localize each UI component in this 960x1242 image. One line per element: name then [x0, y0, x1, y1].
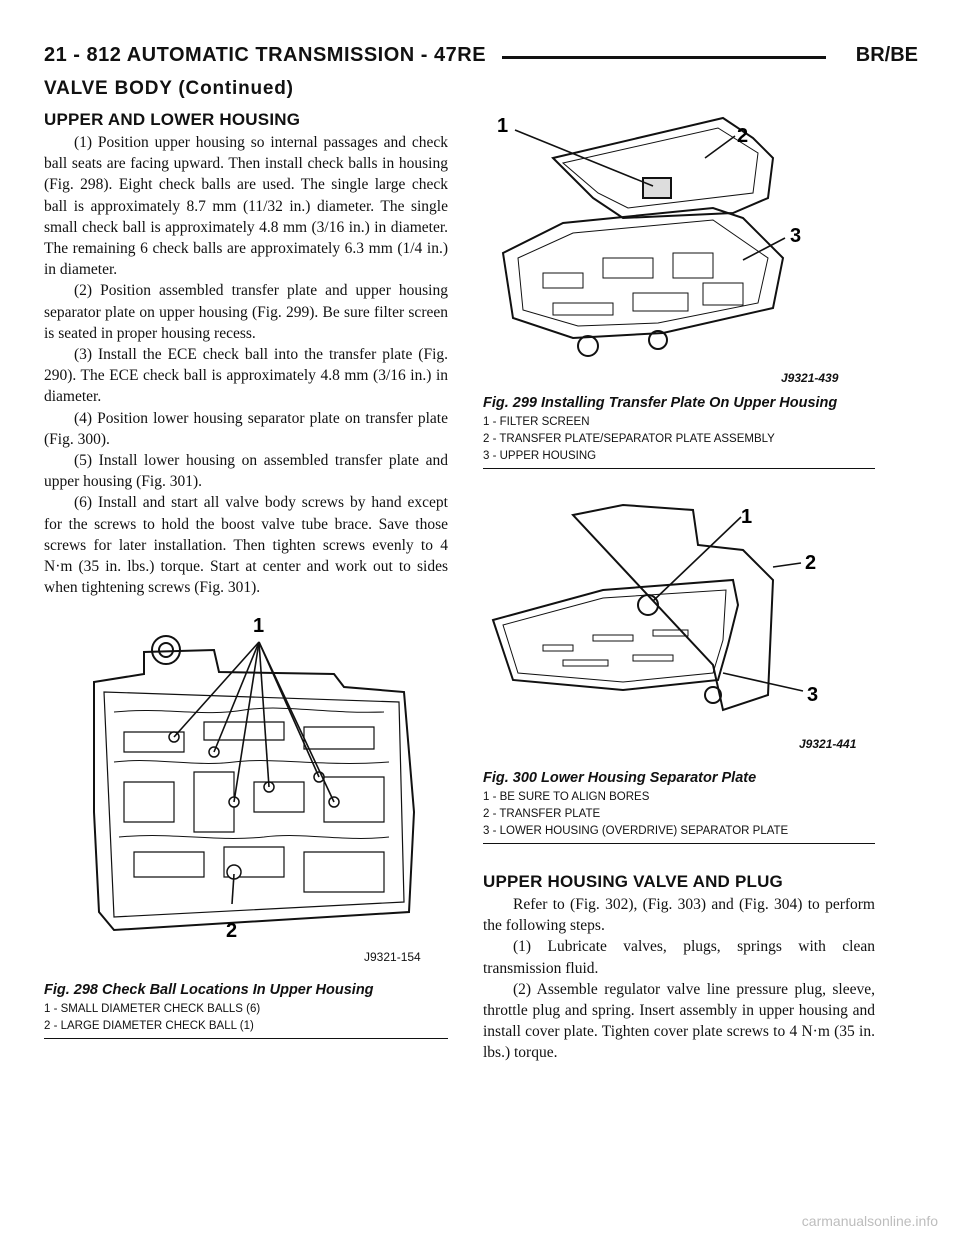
fig299-callout-2: 2: [737, 125, 749, 147]
fig299-code: J9321-439: [781, 371, 839, 385]
fig299-callout-1: 1: [497, 115, 509, 137]
heading-upper-lower-housing: UPPER AND LOWER HOUSING: [44, 110, 301, 129]
figure-300: [483, 495, 875, 844]
fig300-callout-3: 3: [807, 684, 819, 706]
fig298-code: J9321-154: [364, 950, 421, 964]
fig300-item-1: 1 - BE SURE TO ALIGN BORES: [483, 791, 650, 803]
fig298-item-2: 2 - LARGE DIAMETER CHECK BALL (1): [44, 1020, 254, 1032]
fig300-item-3: 3 - LOWER HOUSING (OVERDRIVE) SEPARATOR PLATE: [483, 825, 789, 837]
paragraph: (1) Lubricate valves, plugs, springs with clean transmission fluid.: [483, 938, 875, 977]
watermark: carmanualsonline.info: [801, 1213, 938, 1229]
fig299-item-2: 2 - TRANSFER PLATE/SEPARATOR PLATE ASSEMBLY: [483, 433, 775, 445]
fig300-callout-2: 2: [805, 552, 817, 574]
paragraph: (2) Assemble regulator valve line pressure plug, sleeve, throttle plug and spring. Insert assembly in upper housing and install cover plate. Tighten cover plate screws to 4 N·m (35 in. lbs.) torque.: [483, 980, 875, 1062]
fig298-title: Fig. 298 Check Ball Locations In Upper Housing: [44, 982, 374, 998]
paragraph: Refer to (Fig. 302), (Fig. 303) and (Fig. 304) to perform the following steps.: [483, 896, 875, 935]
figure-299: [483, 108, 875, 469]
fig300-illustration: [483, 495, 875, 745]
section-continued-title: VALVE BODY (Continued): [44, 78, 294, 99]
paragraph: (5) Install lower housing on assembled transfer plate and upper housing (Fig. 301).: [44, 452, 448, 491]
header-model: BR/BE: [855, 44, 918, 66]
fig300-title: Fig. 300 Lower Housing Separator Plate: [483, 770, 757, 786]
fig298-callout-1: 1: [253, 615, 265, 637]
fig300-code: J9321-441: [799, 737, 857, 751]
paragraph: (6) Install and start all valve body screws by hand except for the screws to hold the boost valve tube brace. Save those screws for later installation. Then tighten screws evenly to 4 N·m (35 in. lbs.) torque. Start at center and work out to sides when tightening screws (Fig. 301).: [44, 494, 448, 597]
right-column: [483, 872, 875, 1064]
fig300-item-2: 2 - TRANSFER PLATE: [483, 808, 601, 820]
fig299-item-1: 1 - FILTER SCREEN: [483, 416, 590, 428]
fig299-item-3: 3 - UPPER HOUSING: [483, 450, 597, 462]
figure-298: [44, 612, 448, 1039]
paragraph: (3) Install the ECE check ball into the transfer plate (Fig. 290). The ECE check ball is approximately 4.8 mm (3/16 in.) in diameter.: [44, 346, 448, 406]
fig300-callout-1: 1: [741, 506, 753, 528]
page-header: [44, 44, 918, 76]
fig298-callout-2: 2: [226, 920, 238, 942]
fig298-item-1: 1 - SMALL DIAMETER CHECK BALLS (6): [44, 1003, 261, 1015]
left-column: [44, 110, 448, 598]
fig300-rule: [483, 843, 875, 844]
heading-upper-housing-valve-plug: UPPER HOUSING VALVE AND PLUG: [483, 872, 783, 891]
fig298-rule: [44, 1038, 448, 1039]
header-rule: [502, 56, 826, 59]
fig298-illustration: [44, 612, 448, 967]
fig299-callout-3: 3: [790, 225, 802, 247]
paragraph: (4) Position lower housing separator plate on transfer plate (Fig. 300).: [44, 409, 448, 448]
fig299-rule: [483, 468, 875, 469]
paragraph: (2) Position assembled transfer plate and upper housing separator plate on upper housing (Fig. 299). Be sure filter screen is seated in proper housing recess.: [44, 282, 448, 342]
header-page-title: 21 - 812 AUTOMATIC TRANSMISSION - 47RE: [44, 44, 487, 66]
paragraph: (1) Position upper housing so internal passages and check ball seats are facing upward. Then install check balls in housing (Fig. 298). Eight check balls are used. The single large check ball is approximately 8.7 mm (11/32 in.) diameter. The single small check ball is approximately 4.8 mm (3/16 in.) in diameter. The remaining 6 check balls are approximately 6.3 mm (1/4 in.) in diameter.: [44, 134, 448, 279]
fig299-illustration: [483, 108, 875, 378]
fig299-title: Fig. 299 Installing Transfer Plate On Upper Housing: [483, 395, 838, 411]
